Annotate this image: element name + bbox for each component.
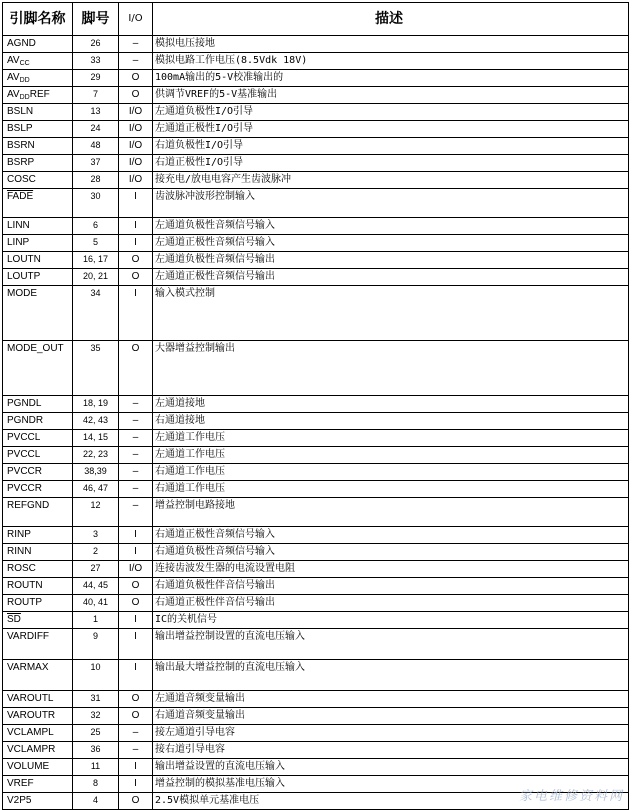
- pin-name: ROUTP: [7, 597, 42, 608]
- pin-name: VAROUTL: [7, 693, 54, 704]
- pin-name-subscript: DD: [19, 94, 30, 101]
- pin-description: 右通道音频变量输出: [153, 708, 629, 725]
- pin-name-cell: [3, 612, 73, 629]
- pin-name-cell: [3, 341, 73, 396]
- pin-io-type: –: [119, 53, 153, 70]
- pin-io-type: O: [119, 691, 153, 708]
- pin-number: 48: [73, 138, 119, 155]
- pin-number: 16, 17: [73, 252, 119, 269]
- pin-name: BSLP: [7, 123, 33, 134]
- table-row: [3, 87, 629, 104]
- pin-io-type: O: [119, 87, 153, 104]
- pin-name-cell: [3, 544, 73, 561]
- pin-name-cell: [3, 578, 73, 595]
- pin-name-cell: [3, 189, 73, 218]
- pin-name: AV: [7, 72, 20, 83]
- pin-description: 左通道负极性I/O引导: [153, 104, 629, 121]
- pin-description: 连接齿波发生器的电流设置电阻: [153, 561, 629, 578]
- header-row: [3, 3, 629, 36]
- pin-io-type: I: [119, 612, 153, 629]
- pin-number: 18, 19: [73, 396, 119, 413]
- pin-number: 32: [73, 708, 119, 725]
- table-row: [3, 53, 629, 70]
- table-row: [3, 481, 629, 498]
- header-io: I/O: [119, 3, 153, 36]
- pin-description: 左通道负极性音频信号输出: [153, 252, 629, 269]
- pin-description: 模拟电路工作电压(8.5Vdk 18V): [153, 53, 629, 70]
- pin-number: 13: [73, 104, 119, 121]
- pin-name-cell: [3, 252, 73, 269]
- pin-io-type: I: [119, 286, 153, 341]
- pin-name: PVCCL: [7, 432, 41, 443]
- pin-io-type: I/O: [119, 121, 153, 138]
- table-row: [3, 708, 629, 725]
- table-row: [3, 464, 629, 481]
- table-row: [3, 498, 629, 527]
- table-row: [3, 660, 629, 691]
- pin-description: 左通道正极性音频信号输出: [153, 269, 629, 286]
- pin-number: 14, 15: [73, 430, 119, 447]
- pin-name-cell: [3, 36, 73, 53]
- pin-io-type: O: [119, 252, 153, 269]
- pin-number: 11: [73, 759, 119, 776]
- pin-name-cell: [3, 660, 73, 691]
- pin-description: 齿波脉冲波形控制输入: [153, 189, 629, 218]
- pin-name-cell: [3, 172, 73, 189]
- pin-description: 左通道正极性I/O引导: [153, 121, 629, 138]
- table-body: [3, 36, 629, 810]
- table-row: [3, 561, 629, 578]
- table-row: [3, 341, 629, 396]
- pin-name-cell: [3, 481, 73, 498]
- pin-io-type: –: [119, 742, 153, 759]
- pin-description: 右通道工作电压: [153, 464, 629, 481]
- pin-number: 25: [73, 725, 119, 742]
- pin-io-type: I: [119, 660, 153, 691]
- pin-description: 2.5V模拟单元基准电压: [153, 793, 629, 810]
- table-row: [3, 544, 629, 561]
- header-pin-number: 脚号: [73, 3, 119, 36]
- pin-name-cell: [3, 793, 73, 810]
- table-row: [3, 759, 629, 776]
- pin-name: ROUTN: [7, 580, 43, 591]
- pin-name-subscript: CC: [19, 60, 30, 67]
- pin-name: VREF: [7, 778, 34, 789]
- pin-io-type: –: [119, 430, 153, 447]
- pin-name: MODE: [7, 288, 37, 299]
- pin-io-type: –: [119, 498, 153, 527]
- pin-name-cell: [3, 742, 73, 759]
- pin-name-cell: [3, 235, 73, 252]
- pin-description: 左通道音频变量输出: [153, 691, 629, 708]
- pin-name-cell: [3, 561, 73, 578]
- table-row: [3, 595, 629, 612]
- pin-description: 右通道负极性伴音信号输出: [153, 578, 629, 595]
- pin-description: 大器增益控制输出: [153, 341, 629, 396]
- table-row: [3, 629, 629, 660]
- table-row: [3, 578, 629, 595]
- site-watermark: 家电维修资料网: [518, 789, 624, 804]
- table-row: [3, 742, 629, 759]
- pin-number: 7: [73, 87, 119, 104]
- table-row: [3, 286, 629, 341]
- table-row: [3, 252, 629, 269]
- pin-name: FADE: [7, 191, 34, 202]
- table-row: [3, 104, 629, 121]
- table-row: [3, 121, 629, 138]
- pin-name-cell: [3, 121, 73, 138]
- pin-description: 右通道负极性音频信号输入: [153, 544, 629, 561]
- table-row: [3, 691, 629, 708]
- table-row: [3, 218, 629, 235]
- pin-name: AV: [7, 55, 20, 66]
- pin-number: 36: [73, 742, 119, 759]
- pin-name-cell: [3, 708, 73, 725]
- pin-io-type: I/O: [119, 138, 153, 155]
- pin-name: PVCCR: [7, 466, 43, 477]
- table-row: [3, 269, 629, 286]
- pin-description: 接右道引导电容: [153, 742, 629, 759]
- pin-io-type: I/O: [119, 155, 153, 172]
- pin-number: 3: [73, 527, 119, 544]
- table-row: [3, 527, 629, 544]
- table-row: [3, 235, 629, 252]
- pin-name: PGNDL: [7, 398, 42, 409]
- pin-io-type: –: [119, 725, 153, 742]
- pin-io-type: O: [119, 708, 153, 725]
- pin-name: VARDIFF: [7, 631, 50, 642]
- pin-name-cell: [3, 87, 73, 104]
- pin-io-type: –: [119, 481, 153, 498]
- pin-description: 增益控制的模拟基准电压输入: [153, 776, 629, 793]
- pin-name-cell: [3, 138, 73, 155]
- header-pin-name: 引脚名称: [3, 3, 73, 36]
- pin-io-type: I: [119, 629, 153, 660]
- pin-number: 4: [73, 793, 119, 810]
- pin-name-cell: [3, 629, 73, 660]
- pin-io-type: –: [119, 413, 153, 430]
- pin-name: VARMAX: [7, 662, 49, 673]
- pin-io-type: O: [119, 578, 153, 595]
- pin-name: ROSC: [7, 563, 36, 574]
- pin-name: PVCCR: [7, 483, 43, 494]
- pin-number: 6: [73, 218, 119, 235]
- pin-name-cell: [3, 218, 73, 235]
- table-row: [3, 612, 629, 629]
- pin-name: VCLAMPL: [7, 727, 54, 738]
- pin-name: PVCCL: [7, 449, 41, 460]
- pin-name-cell: [3, 413, 73, 430]
- pin-io-type: I: [119, 527, 153, 544]
- pin-name: BSRP: [7, 157, 35, 168]
- table-row: [3, 447, 629, 464]
- pin-io-type: I/O: [119, 104, 153, 121]
- pin-name-cell: [3, 759, 73, 776]
- pin-io-type: I: [119, 189, 153, 218]
- pin-name: LOUTN: [7, 254, 41, 265]
- pin-name: LINP: [7, 237, 30, 248]
- pin-description-table: [2, 2, 629, 810]
- pin-name-suffix: REF: [29, 89, 50, 100]
- pin-description: 接充电/放电电容产生齿波脉冲: [153, 172, 629, 189]
- pin-name: PGNDR: [7, 415, 44, 426]
- pin-name-cell: [3, 527, 73, 544]
- pin-name: BSRN: [7, 140, 35, 151]
- pin-io-type: I/O: [119, 172, 153, 189]
- table-row: [3, 155, 629, 172]
- pin-name: AV: [7, 89, 20, 100]
- pin-description: IC的关机信号: [153, 612, 629, 629]
- pin-name: VOLUME: [7, 761, 50, 772]
- table-row: [3, 70, 629, 87]
- pin-description: 左通道正极性音频信号输入: [153, 235, 629, 252]
- table-row: [3, 189, 629, 218]
- pin-number: 33: [73, 53, 119, 70]
- pin-io-type: I: [119, 218, 153, 235]
- pin-name: VAROUTR: [7, 710, 56, 721]
- pin-number: 2: [73, 544, 119, 561]
- pin-number: 46, 47: [73, 481, 119, 498]
- pin-description: 输出最大增益控制的直流电压输入: [153, 660, 629, 691]
- table-row: [3, 172, 629, 189]
- pin-number: 10: [73, 660, 119, 691]
- pin-name: RINN: [7, 546, 32, 557]
- pin-number: 30: [73, 189, 119, 218]
- pin-description: 增益控制电路接地: [153, 498, 629, 527]
- pin-number: 22, 23: [73, 447, 119, 464]
- pin-description: 右通道正极性伴音信号输出: [153, 595, 629, 612]
- pin-description: 右通道工作电压: [153, 481, 629, 498]
- pin-name-cell: [3, 691, 73, 708]
- pin-description: 输入模式控制: [153, 286, 629, 341]
- pin-io-type: I: [119, 235, 153, 252]
- table-row: [3, 430, 629, 447]
- pin-name-cell: [3, 776, 73, 793]
- pin-name: VCLAMPR: [7, 744, 56, 755]
- pin-io-type: –: [119, 396, 153, 413]
- table-row: [3, 36, 629, 53]
- pin-description: 左通道接地: [153, 396, 629, 413]
- pin-io-type: O: [119, 70, 153, 87]
- pin-name: BSLN: [7, 106, 34, 117]
- pin-io-type: –: [119, 36, 153, 53]
- pin-description: 模拟电压接地: [153, 36, 629, 53]
- pin-io-type: –: [119, 447, 153, 464]
- table-row: [3, 396, 629, 413]
- pin-description: 右通道正极性音频信号输入: [153, 527, 629, 544]
- pin-number: 42, 43: [73, 413, 119, 430]
- pin-name: V2P5: [7, 795, 32, 806]
- pin-io-type: I: [119, 544, 153, 561]
- pin-number: 5: [73, 235, 119, 252]
- pin-number: 38,39: [73, 464, 119, 481]
- pin-name-cell: [3, 725, 73, 742]
- pin-description: 左通道负极性音频信号输入: [153, 218, 629, 235]
- pin-description: 右通道接地: [153, 413, 629, 430]
- pin-name-cell: [3, 286, 73, 341]
- pin-number: 40, 41: [73, 595, 119, 612]
- pin-name: COSC: [7, 174, 36, 185]
- pin-name-cell: [3, 53, 73, 70]
- pin-io-type: O: [119, 595, 153, 612]
- pin-name-cell: [3, 70, 73, 87]
- table-row: [3, 138, 629, 155]
- pin-description: 100mA输出的5-V校准输出的: [153, 70, 629, 87]
- pin-number: 20, 21: [73, 269, 119, 286]
- pin-name-cell: [3, 155, 73, 172]
- pin-name-cell: [3, 430, 73, 447]
- pin-number: 29: [73, 70, 119, 87]
- pin-name-cell: [3, 269, 73, 286]
- pin-name-cell: [3, 595, 73, 612]
- pin-description: 供调节VREF的5-V基准输出: [153, 87, 629, 104]
- pin-name-cell: [3, 498, 73, 527]
- pin-number: 26: [73, 36, 119, 53]
- pin-io-type: I: [119, 776, 153, 793]
- pin-number: 9: [73, 629, 119, 660]
- pin-name: LOUTP: [7, 271, 41, 282]
- pin-name-cell: [3, 104, 73, 121]
- pin-io-type: I: [119, 759, 153, 776]
- pin-io-type: O: [119, 793, 153, 810]
- pin-name: REFGND: [7, 500, 50, 511]
- pin-name: MODE_OUT: [7, 343, 64, 354]
- pin-number: 1: [73, 612, 119, 629]
- pin-number: 34: [73, 286, 119, 341]
- pin-io-type: I/O: [119, 561, 153, 578]
- pin-description: 左通道工作电压: [153, 430, 629, 447]
- pin-description: 输出增益控制设置的直流电压输入: [153, 629, 629, 660]
- pin-name: RINP: [7, 529, 31, 540]
- pin-description: 接左通道引导电容: [153, 725, 629, 742]
- pin-description: 右道负极性I/O引导: [153, 138, 629, 155]
- pin-io-type: O: [119, 269, 153, 286]
- pin-number: 12: [73, 498, 119, 527]
- pin-name-cell: [3, 464, 73, 481]
- pin-number: 31: [73, 691, 119, 708]
- pin-number: 24: [73, 121, 119, 138]
- pin-description: 左通道工作电压: [153, 447, 629, 464]
- pin-description: 右道正极性I/O引导: [153, 155, 629, 172]
- pin-number: 44, 45: [73, 578, 119, 595]
- pin-name-subscript: DD: [19, 77, 30, 84]
- pin-name-cell: [3, 396, 73, 413]
- table-row: [3, 725, 629, 742]
- pin-name: LINN: [7, 220, 30, 231]
- pin-number: 27: [73, 561, 119, 578]
- pin-io-type: –: [119, 464, 153, 481]
- header-description: 描述: [153, 3, 629, 36]
- pin-name: $\overline{SD}$: [7, 614, 21, 625]
- pin-number: 28: [73, 172, 119, 189]
- pin-name: AGND: [7, 38, 36, 49]
- pin-description: 输出增益设置的直流电压输入: [153, 759, 629, 776]
- pin-number: 8: [73, 776, 119, 793]
- table-row: [3, 413, 629, 430]
- pin-number: 37: [73, 155, 119, 172]
- pin-io-type: O: [119, 341, 153, 396]
- pin-name-cell: [3, 447, 73, 464]
- pin-number: 35: [73, 341, 119, 396]
